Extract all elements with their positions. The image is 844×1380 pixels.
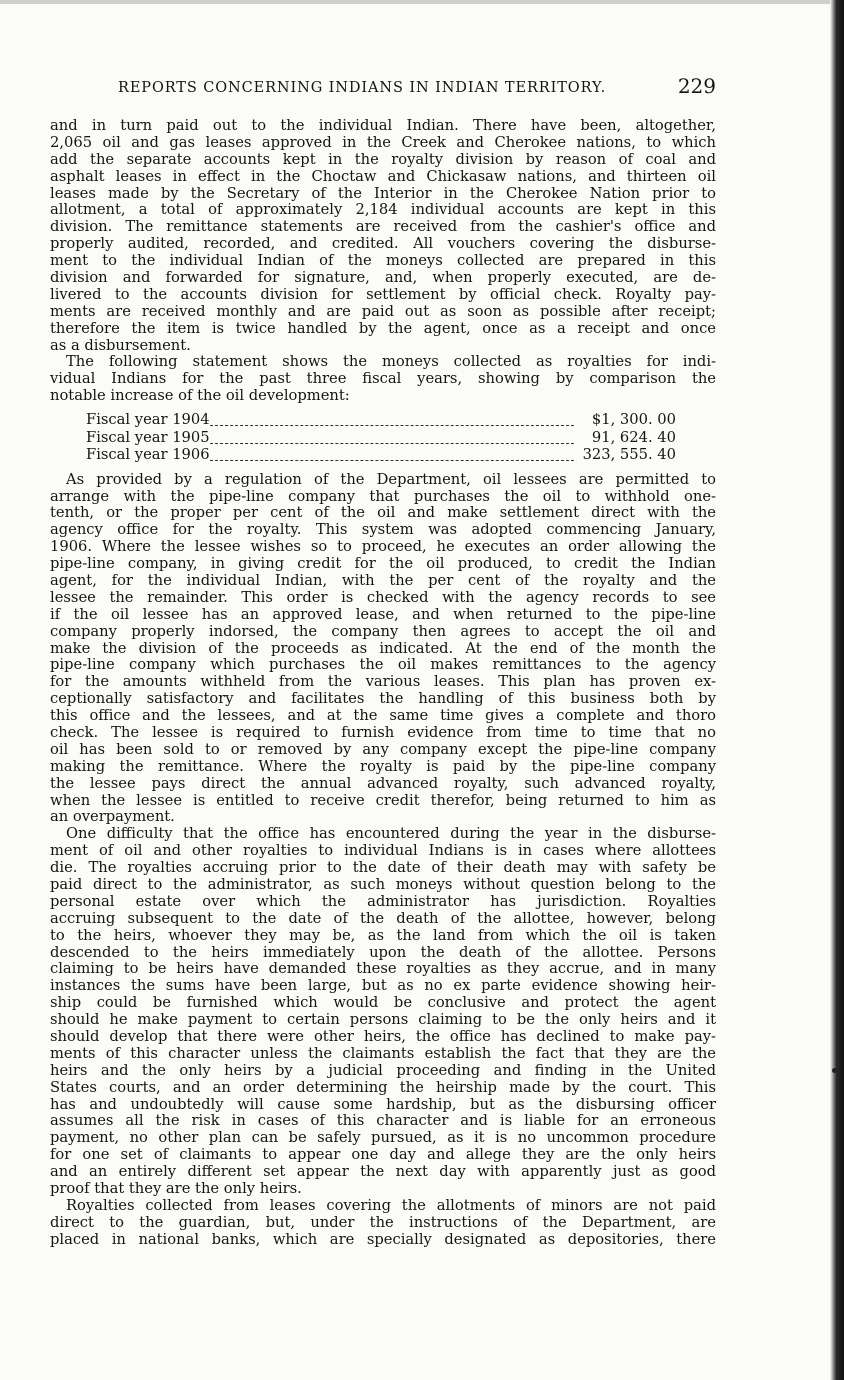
fiscal-row xyxy=(50,447,716,465)
text-line: ment of oil and other royalties to individual Indians is in cases where allottees xyxy=(50,842,716,860)
fiscal-label: Fiscal year 1906 xyxy=(86,446,210,464)
text-line: oil has been sold to or removed by any company except the pipe-line company xyxy=(50,740,716,758)
text-line: division and forwarded for signature, and, when properly executed, are de- xyxy=(50,269,716,287)
text-line: assumes all the risk in cases of this character and is liable for an erroneous xyxy=(50,1112,716,1130)
text-line: allotment, a total of approximately 2,184 individual accounts are kept in this xyxy=(50,201,716,219)
text-line: asphalt leases in effect in the Choctaw and Chickasaw nations, and thirteen oil xyxy=(50,167,716,185)
paragraph-pipeline-regulation xyxy=(50,472,716,827)
text-line: paid direct to the administrator, as such moneys without question belong to the xyxy=(50,876,716,894)
leader-dots xyxy=(210,433,574,444)
text-line: Royalties collected from leases covering the allotments of minors are not paid xyxy=(66,1196,716,1214)
fiscal-amount: 91, 624. 40 xyxy=(591,428,676,446)
text-line: ship could be furnished which would be conclusive and protect the agent xyxy=(50,994,716,1012)
fiscal-amount: $1, 300. 00 xyxy=(591,411,676,429)
text-line: heirs and the only heirs by a judicial proceeding and finding in the United xyxy=(50,1061,716,1079)
fiscal-row xyxy=(50,430,716,448)
running-header xyxy=(118,74,720,104)
text-line: should he make payment to certain persons claiming to be the only heirs and it xyxy=(50,1011,716,1029)
text-line: and in turn paid out to the individual Indian. There have been, altogether, xyxy=(50,117,716,134)
text-line: 2,065 oil and gas leases approved in the Creek and Cherokee nations, to which xyxy=(50,133,716,151)
paragraph-royalty-accounts xyxy=(50,118,716,354)
text-line: and an entirely different set appear the next day with apparently just as good xyxy=(50,1163,716,1181)
leader-dots xyxy=(210,450,574,461)
paragraph-statement-intro xyxy=(50,354,716,405)
text-line: properly audited, recorded, and credited. All vouchers covering the disburse- xyxy=(50,235,716,253)
leader-dots xyxy=(210,415,574,426)
text-line: ments of this character unless the claimants establish the fact that they are the xyxy=(50,1044,716,1062)
text-line: for the amounts withheld from the various leases. This plan has proven ex- xyxy=(50,673,716,691)
text-line: tenth, or the proper per cent of the oil and make settlement direct with the xyxy=(50,504,716,522)
page-body xyxy=(50,118,716,1249)
text-line: check. The lessee is required to furnish evidence from time to time that no xyxy=(50,724,716,741)
text-line: direct to the guardian, but, under the instructions of the Department, are xyxy=(50,1213,716,1231)
text-line: division. The remittance statements are received from the cashier's office and xyxy=(50,218,716,236)
text-line: for one set of claimants to appear one day and allege they are the only heirs xyxy=(50,1146,716,1164)
margin-dot xyxy=(832,1068,837,1073)
text-line: as a disbursement. xyxy=(50,336,191,354)
text-line: accruing subsequent to the date of the death of the allottee, however, belong xyxy=(50,909,716,927)
text-line: arrange with the pipe-line company that purchases the oil to withhold one- xyxy=(50,487,716,505)
text-line: States courts, and an order determining the heirship made by the court. This xyxy=(50,1078,716,1096)
text-line: proof that they are the only heirs. xyxy=(50,1180,302,1198)
text-line: instances the sums have been large, but as no ex parte evidence showing heir- xyxy=(50,977,716,995)
text-line: vidual Indians for the past three fiscal years, showing by comparison the xyxy=(50,370,716,388)
text-line: agent, for the individual Indian, with the per cent of the royalty and the xyxy=(50,571,716,589)
text-line: agency office for the royalty. This system was adopted commencing January, xyxy=(50,521,716,539)
text-line: leases made by the Secretary of the Interior in the Cherokee Nation prior to xyxy=(50,184,716,202)
text-line: when the lessee is entitled to receive credit therefor, being returned to him as xyxy=(50,791,716,809)
text-line: placed in national banks, which are specially designated as depositories, there xyxy=(50,1230,716,1248)
paragraph-heirship xyxy=(50,826,716,1198)
text-line: should develop that there were other heirs, the office has declined to make pay- xyxy=(50,1028,716,1046)
text-line: company properly indorsed, the company then agrees to accept the oil and xyxy=(50,622,716,640)
fiscal-year-table xyxy=(50,412,716,465)
text-line: die. The royalties accruing prior to the date of their death may with safety be xyxy=(50,859,716,877)
paragraph-minors-royalties xyxy=(50,1198,716,1249)
fiscal-label: Fiscal year 1905 xyxy=(86,428,210,446)
text-line: to the heirs, whoever they may be, as the land from which the oil is taken xyxy=(50,926,716,944)
scan-edge-top xyxy=(0,0,844,4)
text-line: pipe-line company, in giving credit for the oil produced, to credit the Indian xyxy=(50,555,716,573)
text-line: add the separate accounts kept in the royalty division by reason of coal and xyxy=(50,150,716,168)
text-line: claiming to be heirs have demanded these royalties as they accrue, and in many xyxy=(50,960,716,978)
text-line: ment to the individual Indian of the moneys collected are prepared in this xyxy=(50,252,716,270)
text-line: descended to the heirs immediately upon the death of the allottee. Persons xyxy=(50,943,716,961)
text-line: pipe-line company which purchases the oil makes remittances to the agency xyxy=(50,656,716,674)
text-line: payment, no other plan can be safely pursued, as it is no uncommon procedure xyxy=(50,1129,716,1147)
page-number: 229 xyxy=(677,74,716,98)
text-line: therefore the item is twice handled by the agent, once as a receipt and once xyxy=(50,319,716,337)
text-line: if the oil lessee has an approved lease, and when returned to the pipe-line xyxy=(50,605,716,623)
text-line: One difficulty that the office has encountered during the year in the disburse- xyxy=(66,825,716,843)
text-line: 1906. Where the lessee wishes so to proceed, he executes an order allowing the xyxy=(50,538,716,556)
text-line: an overpayment. xyxy=(50,808,175,826)
text-line: As provided by a regulation of the Department, oil lessees are permitted to xyxy=(66,470,716,488)
text-line: ments are received monthly and are paid out as soon as possible after receipt; xyxy=(50,302,716,320)
text-line: making the remittance. Where the royalty is paid by the pipe-line company xyxy=(50,757,716,775)
fiscal-amount: 323, 555. 40 xyxy=(582,446,676,464)
text-line: the lessee pays direct the annual advanced royalty, such advanced royalty, xyxy=(50,774,716,792)
text-line: ceptionally satisfactory and facilitates the handling of this business both by xyxy=(50,690,716,708)
text-line: make the division of the proceeds as indicated. At the end of the month the xyxy=(50,639,716,657)
fiscal-label: Fiscal year 1904 xyxy=(86,411,210,429)
text-line: has and undoubtedly will cause some hardship, but as the disbursing officer xyxy=(50,1095,716,1113)
fiscal-row xyxy=(50,412,716,430)
text-line: notable increase of the oil development: xyxy=(50,387,350,405)
running-header-title: REPORTS CONCERNING INDIANS IN INDIAN TERRITORY. xyxy=(118,80,607,96)
text-line: this office and the lessees, and at the same time gives a complete and thoro xyxy=(50,707,716,725)
text-line: The following statement shows the moneys collected as royalties for indi- xyxy=(66,353,716,371)
text-line: lessee the remainder. This order is checked with the agency records to see xyxy=(50,588,716,606)
scan-edge-right xyxy=(830,0,844,1380)
text-line: personal estate over which the administrator has jurisdiction. Royalties xyxy=(50,892,716,910)
text-line: livered to the accounts division for settlement by official check. Royalty pay- xyxy=(50,285,716,303)
